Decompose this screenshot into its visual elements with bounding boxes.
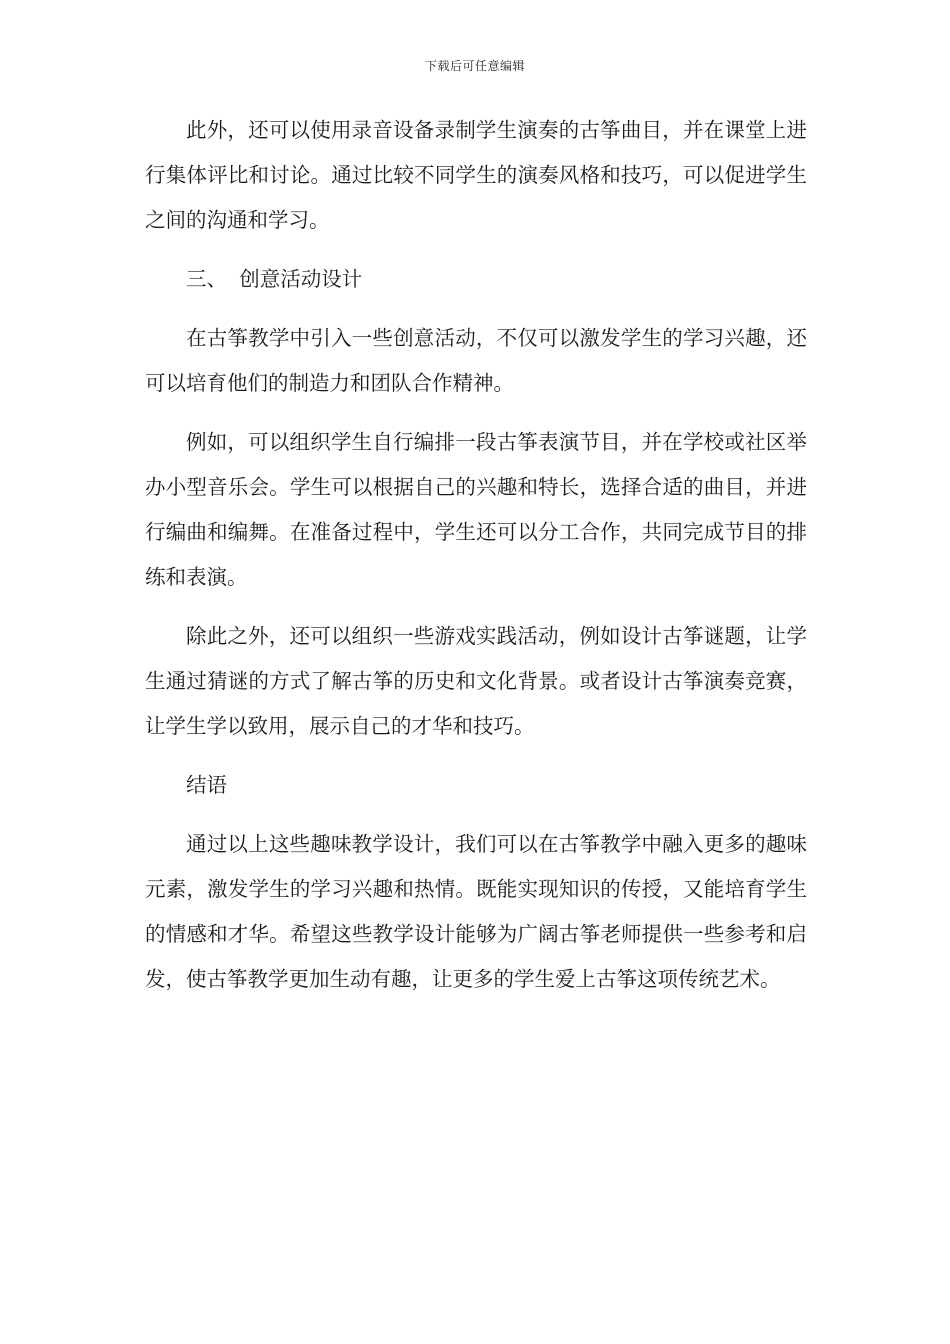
section-number: 三、 (186, 267, 227, 291)
header-note: 下载后可任意编辑 (424, 59, 525, 73)
paragraph-games: 除此之外，还可以组织一些游戏实践活动，例如设计古筝谜题，让学生通过猜谜的方式了解古筝的历史和文化背景。或者设计古筝演奏竞赛，让学生学以致用，展示自己的才华和技巧。 (145, 624, 807, 738)
paragraph-conclusion: 通过以上这些趣味教学设计，我们可以在古筝教学中融入更多的趣味元素，激发学生的学习兴趣和热情。既能实现知识的传授，又能培育学生的情感和才华。希望这些教学设计能够为广阔古筝老师提供一些参考和启发，使古筝教学更加生动有趣，让更多的学生爱上古筝这项传统艺术。 (145, 832, 807, 991)
paragraph-creative-intro: 在古筝教学中引入一些创意活动，不仅可以激发学生的学习兴趣，还可以培育他们的制造力和团队合作精神。 (145, 326, 807, 395)
paragraph-performance-example: 例如，可以组织学生自行编排一段古筝表演节目，并在学校或社区举办小型音乐会。学生可以根据自己的兴趣和特长，选择合适的曲目，并进行编曲和编舞。在准备过程中，学生还可以分工合作，共同完成节目的排练和表演。 (145, 430, 807, 589)
section-heading-creative-activities (145, 257, 807, 302)
section-title: 创意活动设计 (239, 267, 363, 291)
paragraph-recording: 此外，还可以使用录音设备录制学生演奏的古筝曲目，并在课堂上进行集体评比和讨论。通过比较不同学生的演奏风格和技巧，可以促进学生之间的沟通和学习。 (145, 118, 807, 232)
document-body (145, 108, 807, 1016)
conclusion-heading: 结语 (186, 773, 227, 797)
